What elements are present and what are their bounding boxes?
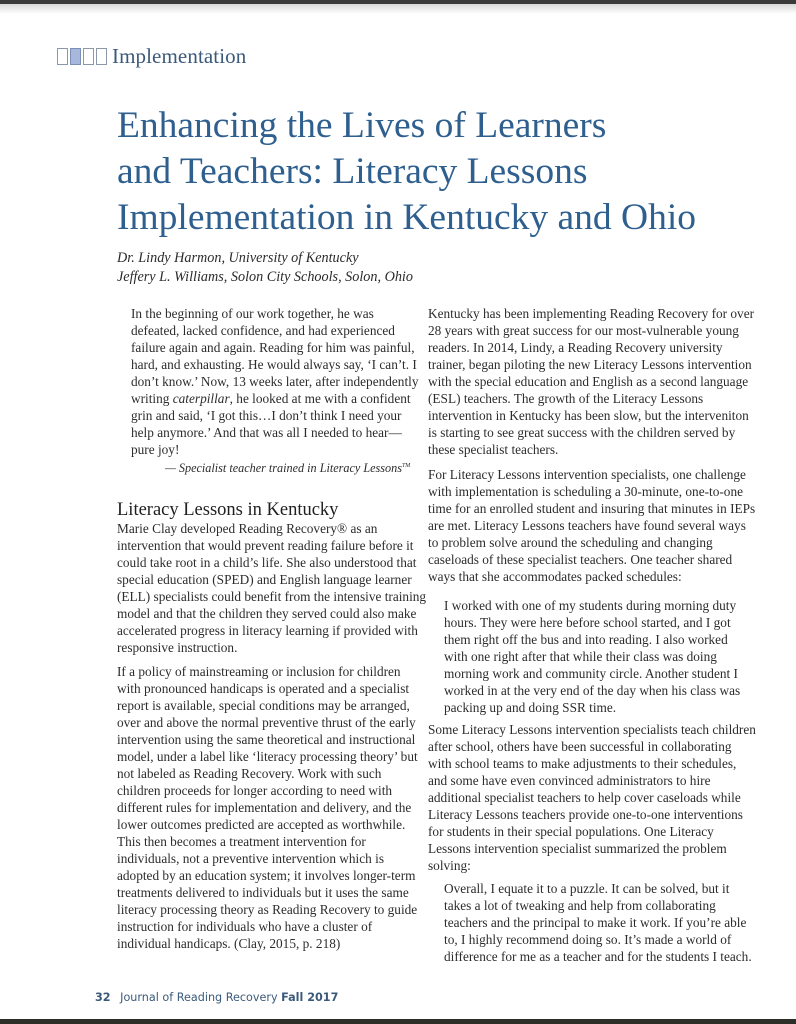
block-citation: [117, 663, 427, 952]
body-paragraph: [428, 305, 758, 458]
section-heading: Literacy Lessons in Kentucky: [117, 500, 339, 520]
title-line: Implementation in Kentucky and Ohio: [117, 197, 697, 238]
specialist-blockquote: [444, 880, 754, 965]
paragraph-text: Marie Clay developed Reading Recovery® as an intervention that would prevent reading failure before it could take root in a child’s life. She also understood that special education (SPED) and English language learner (ELL) specialists could benefit from the intensive training model and that the children they served could also make accelerated progress in literacy learning if provided with responsive instruction.: [117, 521, 427, 655]
section-box-icon: [83, 48, 94, 65]
trademark-mark: TM: [401, 462, 411, 469]
section-tag: [57, 45, 246, 67]
section-box-icon: [96, 48, 107, 65]
paragraph-text: Kentucky has been implementing Reading Recovery for over 28 years with great success for our most-vulnerable young readers. In 2014, Lindy, a Reading Recovery university trainer, began piloting the new Literacy Lessons intervention with the special education and English as a second language (ESL) teachers. The growth of the Literacy Lessons intervention in Kentucky has been slow, but the interveniton is starting to see great success with the children served by these specialist teachers.: [428, 306, 755, 457]
journal-name: Journal of Reading Recovery: [120, 991, 278, 1004]
paragraph-text: If a policy of mainstreaming or inclusion for children with pronounced handicaps is operated and a specialist report is available, special conditions may be arranged, over and above the normal preventive thrust of the early intervention using the same theoretical and instructional model, under a label like ‘literacy processing theory’ but not labeled as Reading Recovery. Work with such children proceeds for longer according to need with different rules for implementation and delivery, and the lower outcomes predicted are accepted as worthwhile. This then becomes a treatment intervention for individuals, not a preventive intervention which is adopted by an education system; it involves longer-term treatments delivered to individuals but it uses the same literacy processing theory as Reading Recovery to guide instruction for individuals who have a cluster of individual handicaps. (Clay, 2015, p. 218): [117, 664, 418, 951]
author-2: Jeffery L. Williams, Solon City Schools, Solon, Ohio: [117, 269, 413, 285]
paragraph-text: For Literacy Lessons intervention specialists, one challenge with implementation is scheduling a 30-minute, one-to-one time for an enrolled student and insuring that minutes in IEPs are met. Literacy Lessons teachers have found several ways to problem solve around the scheduling and changing caseloads of these specialist teachers. One teacher shared ways that she accommodates packed schedules:: [428, 467, 756, 584]
issue-label: Fall 2017: [281, 991, 339, 1004]
title-line: and Teachers: Literacy Lessons: [117, 151, 588, 192]
quote-italic-word: caterpillar: [172, 391, 230, 406]
teacher-blockquote: [444, 597, 754, 716]
section-box-active-icon: [70, 48, 81, 65]
page-footer: [95, 991, 338, 1004]
title-line: Enhancing the Lives of Learners: [117, 105, 607, 146]
quote-text: In the beginning of our work together, he was defeated, lacked confidence, and had experienced failure again and again. Reading for him was painful, hard, and exhausting. He would always say, ‘I can’t. I don’t know.’ Now, 13 weeks later, after independently writing: [131, 306, 419, 406]
body-paragraph: [428, 466, 758, 585]
section-indicator-boxes: [57, 48, 107, 65]
article-title: [117, 103, 777, 241]
author-byline: [117, 249, 413, 287]
blockquote-text: Overall, I equate it to a puzzle. It can be solved, but it takes a lot of tweaking and help from collaborating teachers and the principal to make it work. If you’re able to, I highly recommend doing so. It’s made a world of difference for me as a teacher and for the students I teach.: [444, 881, 752, 964]
section-label: Implementation: [112, 43, 247, 68]
window-bottom-edge: [0, 1019, 796, 1024]
opening-quote: [131, 305, 421, 458]
body-paragraph: [428, 721, 758, 874]
page-number: 32: [95, 991, 111, 1004]
quote-text: , he looked at me with a confident grin and said, ‘I got this…I don’t think I need your help anymore.’ And that was all I needed to hear—pure joy!: [131, 391, 411, 457]
top-shadow: [0, 4, 796, 14]
author-1: Dr. Lindy Harmon, University of Kentucky: [117, 250, 359, 266]
attribution-text: — Specialist teacher trained in Literacy Lessons: [165, 461, 402, 475]
section-box-icon: [57, 48, 68, 65]
quote-attribution: [165, 461, 410, 476]
body-paragraph: [117, 520, 427, 656]
blockquote-text: I worked with one of my students during morning duty hours. They were here before school started, and I got them right off the bus and into reading. I also worked with one right after that while their class was doing morning work and community circle. Another student I worked in at the very end of the day when his class was packing up and doing SSR time.: [444, 598, 741, 715]
paragraph-text: Some Literacy Lessons intervention specialists teach children after school, others have been successful in collaborating with school teams to make adjustments to their schedules, and some have even convinced administrators to hire additional specialist teachers to help cover caseloads while Literacy Lessons teachers provide one-to-one interventions for students in their special populations. One Literacy Lessons intervention specialist summarized the problem solving:: [428, 722, 756, 873]
